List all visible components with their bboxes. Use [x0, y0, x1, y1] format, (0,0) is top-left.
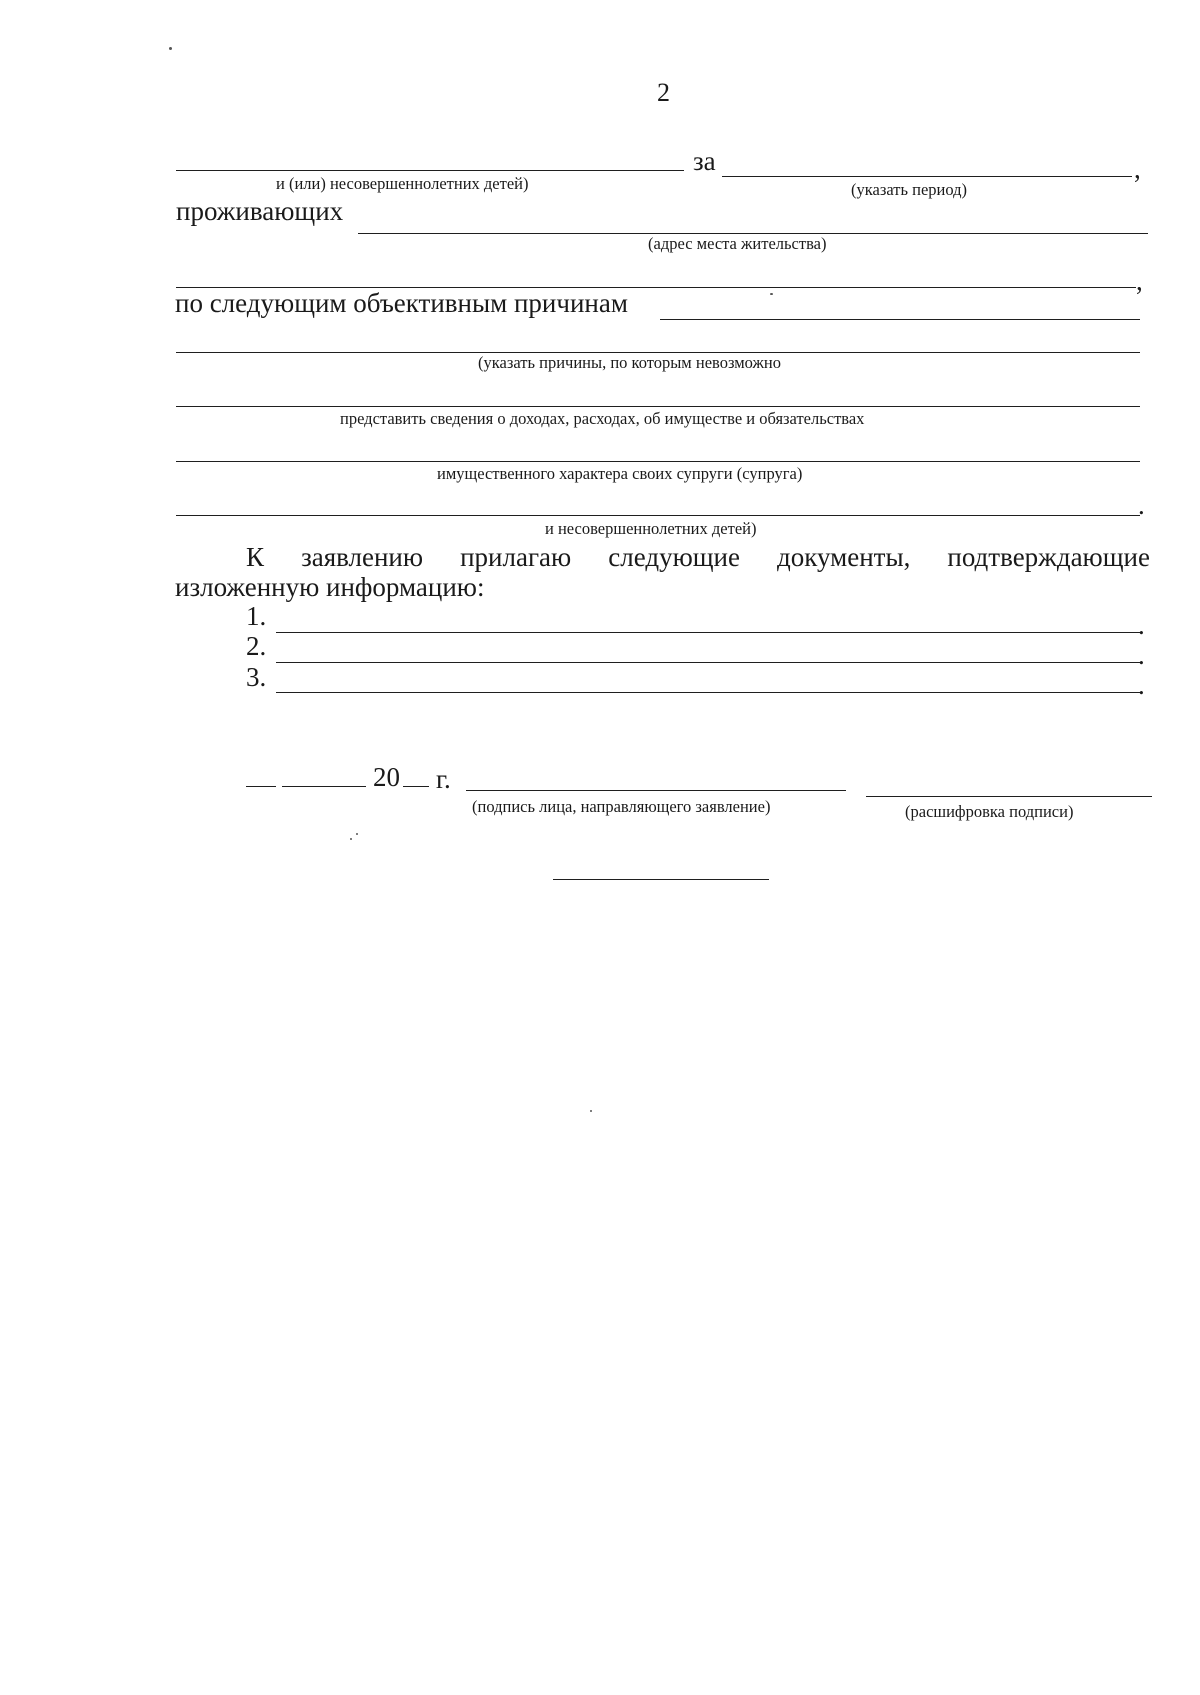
reasons-continuation-underline-4 [176, 515, 1140, 516]
document-number: 2. [246, 631, 267, 661]
period-field[interactable] [722, 148, 1140, 174]
year-suffix: г. [436, 764, 451, 794]
caption-reasons-1: (указать причины, по которым невозможно [478, 353, 782, 372]
page-number: 2 [657, 78, 670, 107]
caption-period: (указать период) [851, 180, 968, 199]
reasons-continuation-underline-3 [176, 461, 1140, 462]
document-period-2: . [1138, 640, 1145, 670]
caption-reasons-3: имущественного характера своих супруги (супруга) [437, 464, 803, 483]
caption-decoding: (расшифровка подписи) [905, 802, 1074, 821]
scan-speck [590, 1110, 592, 1112]
intro-word: К [246, 542, 265, 572]
reasons-continuation-underline-2 [176, 406, 1140, 407]
residing-label: проживающих [176, 196, 344, 226]
intro-word: документы, [777, 542, 911, 572]
reasons-continuation-field-1[interactable] [176, 325, 1148, 351]
intro-word: прилагаю [460, 542, 572, 572]
row1-comma: , [1134, 154, 1141, 184]
document-field-2[interactable] [276, 634, 1148, 660]
intro-word: подтверждающие [947, 542, 1150, 572]
attachments-intro-line2: изложенную информацию: [175, 572, 485, 602]
document-field-3[interactable] [276, 664, 1148, 690]
name-and-children-field[interactable] [176, 142, 692, 168]
za-label: за [693, 146, 716, 176]
decoding-field[interactable] [866, 768, 1160, 794]
caption-address: (адрес места жительства) [648, 234, 827, 253]
reasons-label: по следующим объективным причинам [175, 288, 628, 318]
caption-children: и (или) несовершеннолетних детей) [276, 174, 529, 193]
caption-signature: (подпись лица, направляющего заявление) [472, 797, 771, 816]
signature-underline [466, 790, 846, 791]
name-and-children-underline [176, 170, 684, 171]
row8-period: . [1138, 490, 1145, 520]
scan-speck [169, 47, 172, 50]
reasons-continuation-field-3[interactable] [176, 432, 1148, 458]
reasons-continuation-field-2[interactable] [176, 378, 1148, 404]
period-underline [722, 176, 1132, 177]
closing-separator [553, 879, 769, 880]
date-month-underline [282, 786, 366, 787]
reasons-field[interactable] [660, 292, 1148, 318]
caption-reasons-4: и несовершеннолетних детей) [545, 519, 757, 538]
document-underline-3 [276, 692, 1140, 693]
document-period-1: . [1138, 610, 1145, 640]
document-underline-2 [276, 662, 1140, 663]
signature-field[interactable] [466, 762, 854, 788]
address-field[interactable] [358, 205, 1156, 231]
row3-comma: , [1136, 266, 1143, 296]
intro-word: заявлению [301, 542, 424, 572]
scan-speck [350, 838, 352, 840]
address-continuation-field[interactable] [176, 260, 1144, 286]
reasons-underline [660, 319, 1140, 320]
year-prefix: 20 [373, 762, 400, 792]
intro-word: следующие [608, 542, 740, 572]
date-day-underline [246, 786, 276, 787]
date-year-underline [403, 786, 429, 787]
attachments-intro-line1 [246, 544, 1150, 571]
date-day-field[interactable] [246, 758, 284, 784]
date-month-field[interactable] [282, 758, 374, 784]
decoding-underline [866, 796, 1152, 797]
caption-reasons-2: представить сведения о доходах, расходах, об имуществе и обязательствах [340, 409, 865, 428]
document-period-3: . [1138, 670, 1145, 700]
reasons-continuation-field-4[interactable] [176, 488, 1148, 514]
document-number: 3. [246, 662, 267, 692]
scan-speck [356, 833, 358, 835]
date-year-field[interactable] [403, 758, 429, 784]
document-field-1[interactable] [276, 604, 1148, 630]
document-number: 1. [246, 601, 267, 631]
document-underline-1 [276, 632, 1140, 633]
